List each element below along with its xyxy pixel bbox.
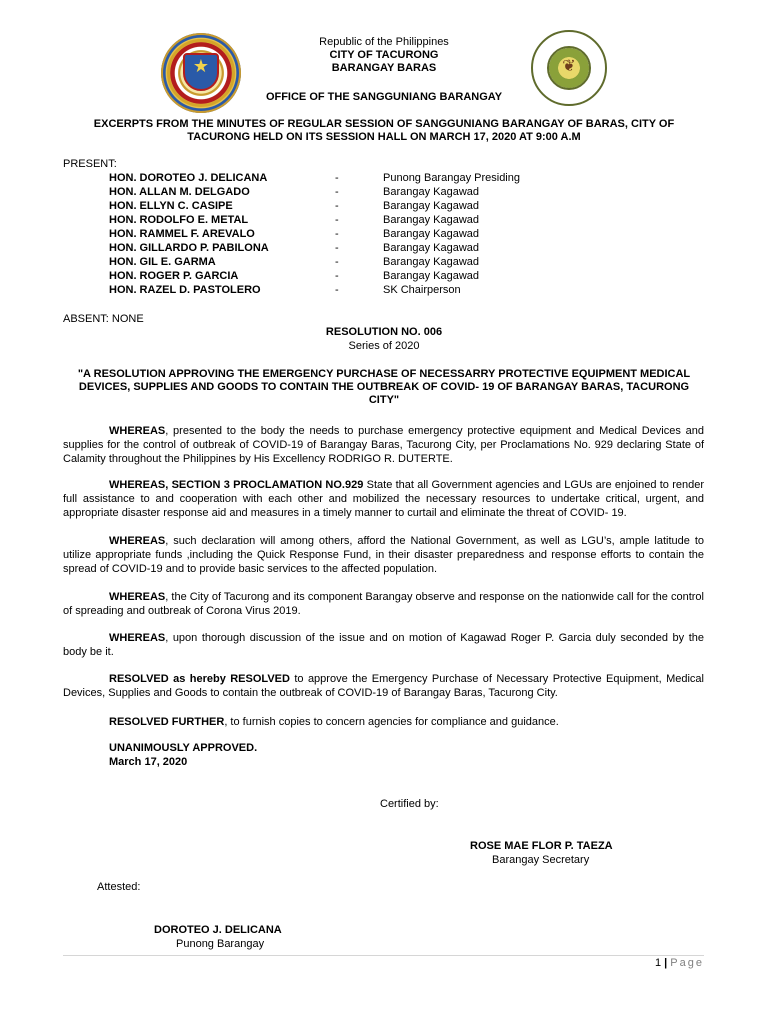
whereas-paragraph-4 <box>63 590 704 618</box>
member-dash: - <box>335 214 339 226</box>
resolution-series: Series of 2020 <box>348 340 420 352</box>
member-name: HON. ROGER P. GARCIA <box>109 270 239 282</box>
paragraph-lead: RESOLVED as hereby RESOLVED <box>109 673 290 685</box>
paragraph-text: , to furnish copies to concern agencies for compliance and guidance. <box>224 716 559 728</box>
page-word: Page <box>670 957 704 969</box>
member-role: Barangay Kagawad <box>383 256 480 268</box>
member-name: HON. RAZEL D. PASTOLERO <box>109 284 261 296</box>
member-role: Barangay Kagawad <box>383 228 480 240</box>
paragraph-lead: WHEREAS, SECTION 3 PROCLAMATION NO.929 <box>109 479 364 491</box>
footer-divider <box>63 955 704 956</box>
paragraph-lead: WHEREAS <box>109 632 166 644</box>
member-role: Barangay Kagawad <box>383 242 480 254</box>
member-name: HON. ELLYN C. CASIPE <box>109 200 233 212</box>
whereas-paragraph-1 <box>63 424 704 466</box>
resolution-title-line-3: CITY" <box>368 394 400 406</box>
republic-line: Republic of the Philippines <box>319 36 449 48</box>
member-dash: - <box>335 270 339 282</box>
excerpts-line-2: TACURONG HELD ON ITS SESSION HALL ON MARCH 17, 2020 AT 9:00 A.M <box>187 131 581 143</box>
member-dash: - <box>335 284 339 296</box>
paragraph-lead: WHEREAS <box>109 591 166 603</box>
resolved-paragraph <box>63 672 704 700</box>
page-number-value: 1 <box>654 957 662 969</box>
paragraph-text: , presented to the body the needs to purchase emergency protective equipment and Medical Devices and supplies for the control of outbreak of COVID-19 of Barangay Baras, Tacurong City, per Proclamations No. 929 declaring State of Calamity throughout the Philippines by His Excellency RODRIGO R. DUTERTE. <box>63 425 704 465</box>
member-dash: - <box>335 186 339 198</box>
member-name: HON. GILLARDO P. PABILONA <box>109 242 269 254</box>
secretary-name: ROSE MAE FLOR P. TAEZA <box>470 840 613 852</box>
member-role: Barangay Kagawad <box>383 186 480 198</box>
city-seal-logo: ★ <box>161 33 241 113</box>
present-label: PRESENT: <box>63 158 117 170</box>
approval-statement: UNANIMOUSLY APPROVED. <box>109 742 258 754</box>
approval-date: March 17, 2020 <box>109 756 188 768</box>
whereas-paragraph-3 <box>63 534 704 576</box>
page-separator: | <box>664 957 668 969</box>
resolution-number: RESOLUTION NO. 006 <box>325 326 443 338</box>
paragraph-text: , upon thorough discussion of the issue and on motion of Kagawad Roger P. Garcia duly seconded by the body be it. <box>63 632 704 658</box>
page-number <box>600 957 704 970</box>
resolved-further-paragraph <box>63 715 704 729</box>
paragraph-text: to approve the Emergency Purchase of Necessary Protective Equipment, Medical Devices, Supplies and Goods to contain the outbreak of COVID-19 of Barangay Baras, Tacurong City. <box>63 673 704 699</box>
paragraph-text: State that all Government agencies and LGUs are enjoined to render full assistance to and cooperation with each other and mobilized the necessary resources to undertake critical, urgent, and appropriate disaster response aid and measures in a timely manner to curtail and eliminate the threat of COVID- 19. <box>63 479 704 519</box>
paragraph-lead: WHEREAS <box>109 535 166 547</box>
barangay-line: BARANGAY BARAS <box>331 62 437 74</box>
whereas-paragraph-2 <box>63 478 704 520</box>
member-dash: - <box>335 256 339 268</box>
member-name: HON. RAMMEL F. AREVALO <box>109 228 255 240</box>
member-name: HON. RODOLFO E. METAL <box>109 214 249 226</box>
member-name: HON. DOROTEO J. DELICANA <box>109 172 268 184</box>
member-dash: - <box>335 172 339 184</box>
member-role: Barangay Kagawad <box>383 270 480 282</box>
resolution-title-line-1: "A RESOLUTION APPROVING THE EMERGENCY PURCHASE OF NECESSARRY PROTECTIVE EQUIPMENT MEDICAL <box>77 368 691 380</box>
member-dash: - <box>335 242 339 254</box>
member-name: HON. ALLAN M. DELGADO <box>109 186 250 198</box>
office-title: OFFICE OF THE SANGGUNIANG BARANGAY <box>265 91 503 103</box>
city-line: CITY OF TACURONG <box>329 49 439 61</box>
excerpts-line-1: EXCERPTS FROM THE MINUTES OF REGULAR SESSION OF SANGGUNIANG BARANGAY OF BARAS, CITY OF <box>93 118 675 130</box>
certified-label: Certified by: <box>380 798 439 810</box>
member-name: HON. GIL E. GARMA <box>109 256 216 268</box>
paragraph-text: , such declaration will among others, afford the National Government, as well as LGU’s, ample latitude to utilize appropriate funds ,including the Quick Response Fund, in their disaster preparedness and response efforts to contain the spread of COVID-19 and to provide basic services to the affected population. <box>63 535 704 575</box>
paragraph-lead: RESOLVED FURTHER <box>109 716 225 728</box>
member-role: Punong Barangay Presiding <box>383 172 520 184</box>
member-role: SK Chairperson <box>383 284 461 296</box>
attested-label: Attested: <box>97 881 141 893</box>
member-dash: - <box>335 228 339 240</box>
paragraph-lead: WHEREAS <box>109 425 166 437</box>
whereas-paragraph-5 <box>63 631 704 659</box>
captain-name: DOROTEO J. DELICANA <box>154 924 282 936</box>
member-role: Barangay Kagawad <box>383 214 480 226</box>
absent-line: ABSENT: NONE <box>63 313 144 325</box>
barangay-seal-logo: ❦ <box>531 30 607 106</box>
paragraph-text: , the City of Tacurong and its component Barangay observe and response on the nationwide call for the control of spreading and outbreak of Corona Virus 2019. <box>63 591 704 617</box>
resolution-title-line-2: DEVICES, SUPPLIES AND GOODS TO CONTAIN THE OUTBREAK OF COVID- 19 OF BARANGAY BARAS, TACURONG <box>78 381 690 393</box>
captain-title: Punong Barangay <box>176 938 265 950</box>
secretary-title: Barangay Secretary <box>492 854 590 866</box>
member-role: Barangay Kagawad <box>383 200 480 212</box>
member-dash: - <box>335 200 339 212</box>
